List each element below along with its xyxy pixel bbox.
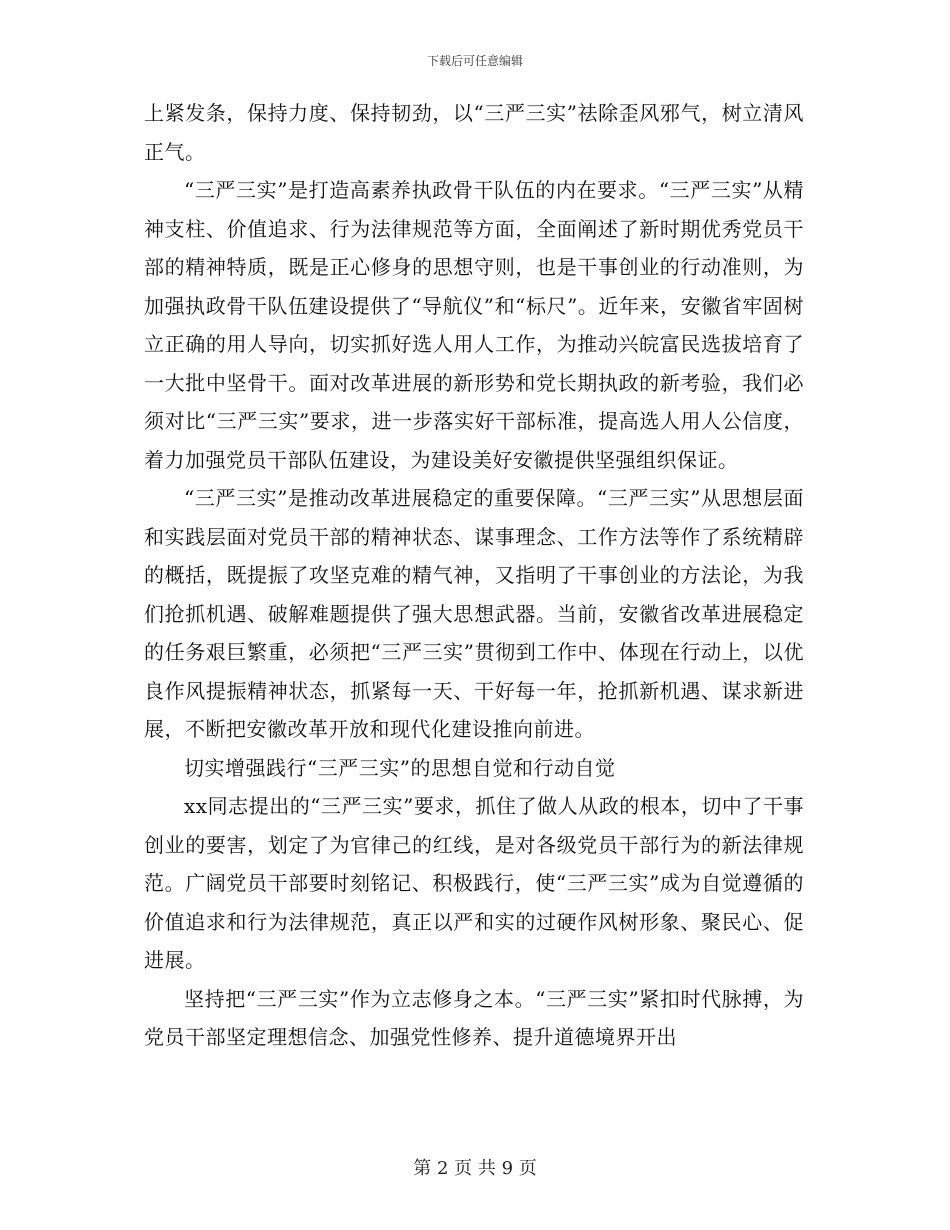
- paragraph-continuation: 上紧发条，保持力度、保持韧劲，以“三严三实”祛除歪风邪气，树立清风正气。: [144, 101, 804, 164]
- paragraph: xx同志提出的“三严三实”要求，抓住了做人从政的根本，切中了干事创业的要害，划定了为官律己的红线，是对各级党员干部行为的新法律规范。广阔党员干部要时刻铭记、积极践行，使“三严三实”成为自觉遵循的价值追求和行为法律规范，真正以严和实的过硬作风树形象、聚民心、促进展。: [144, 794, 804, 972]
- body-text: [144, 94, 804, 1057]
- section-heading: 切实增强践行“三严三实”的思想自觉和行动自觉: [184, 755, 616, 780]
- paragraph: 坚持把“三严三实”作为立志修身之本。“三严三实”紧扣时代脉搏，为党员干部坚定理想信念、加强党性修养、提升道德境界开出: [144, 986, 804, 1049]
- page-number: 第 2 页 共 9 页: [413, 1158, 537, 1179]
- paragraph: “三严三实”是推动改革进展稳定的重要保障。“三严三实”从思想层面和实践层面对党员干部的精神状态、谋事理念、工作方法等作了系统精辟的概括，既提振了攻坚克难的精气神，又指明了干事创业的方法论，为我们抢抓机遇、破解难题提供了强大思想武器。当前，安徽省改革进展稳定的任务艰巨繁重，必须把“三严三实”贯彻到工作中、体现在行动上，以优良作风提振精神状态，抓紧每一天、干好每一年，抢抓新机遇、谋求新进展，不断把安徽改革开放和现代化建设推向前进。: [144, 486, 804, 741]
- paragraph: “三严三实”是打造高素养执政骨干队伍的内在要求。“三严三实”从精神支柱、价值追求、行为法律规范等方面，全面阐述了新时期优秀党员干部的精神特质，既是正心修身的思想守则，也是干事创业的行动准则，为加强执政骨干队伍建设提供了“导航仪”和“标尺”。近年来，安徽省牢固树立正确的用人导向，切实抓好选人用人工作，为推动兴皖富民选拔培育了一大批中坚骨干。面对改革进展的新形势和党长期执政的新考验，我们必须对比“三严三实”要求，进一步落实好干部标准，提高选人用人公信度，着力加强党员干部队伍建设，为建设美好安徽提供坚强组织保证。: [144, 178, 804, 472]
- page-header: 下载后可任意编辑: [426, 54, 523, 68]
